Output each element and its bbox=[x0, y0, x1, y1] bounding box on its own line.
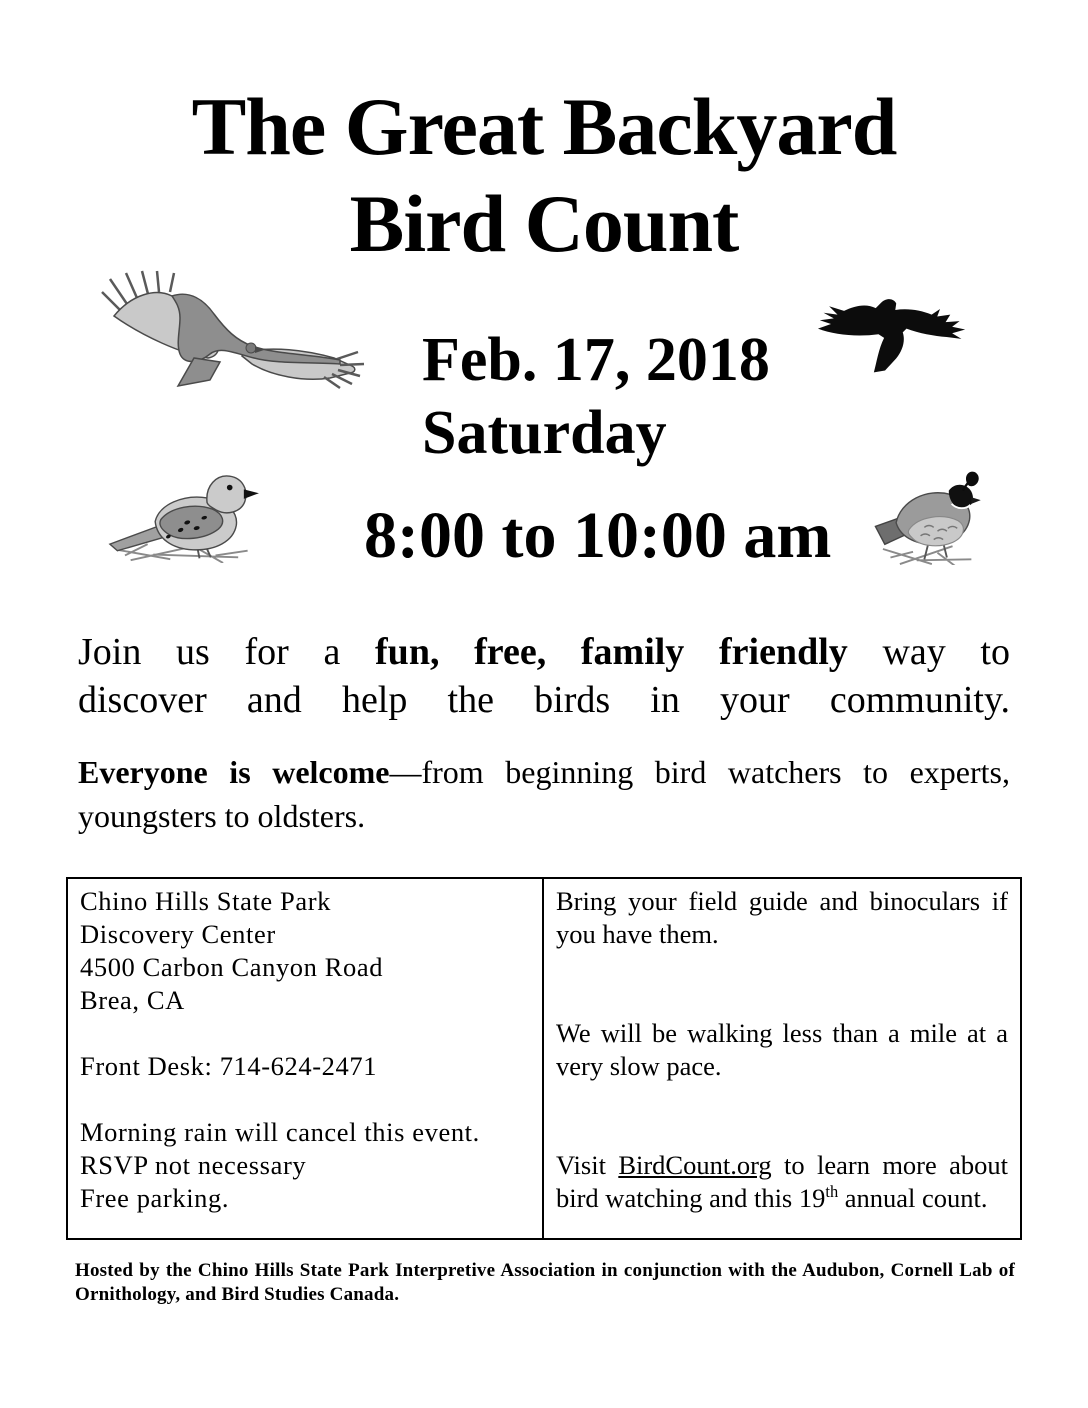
intro-line-2: discover and help the birds in your community. bbox=[78, 679, 1010, 721]
visit-pre: Visit bbox=[556, 1150, 619, 1180]
welcome-bold: Everyone is welcome bbox=[78, 754, 390, 790]
title-line-2: Bird Count bbox=[349, 178, 739, 269]
info-table-left-cell bbox=[68, 879, 544, 1238]
event-time: 8:00 to 10:00 am bbox=[364, 499, 832, 572]
note-line: Morning rain will cancel this event. bbox=[80, 1117, 480, 1147]
footer-line-1: Hosted by the Chino Hills State Park Interpretive Association in conjunction with the Audubon, Cornell Lab of bbox=[75, 1260, 1015, 1281]
location-line: Brea, CA bbox=[80, 985, 185, 1015]
blank-line bbox=[556, 1083, 1008, 1116]
blank-line bbox=[80, 1083, 530, 1116]
dove-icon bbox=[103, 463, 263, 563]
blank-line bbox=[556, 984, 1008, 1017]
location-line: 4500 Carbon Canyon Road bbox=[80, 952, 384, 982]
walking-line: very slow pace. bbox=[556, 1051, 722, 1081]
event-date-block bbox=[422, 324, 770, 470]
welcome-rest: —from beginning bird watchers to experts, youngsters to oldsters. bbox=[78, 754, 1011, 834]
bring-line: you have them. bbox=[556, 919, 719, 949]
hosted-by-footer bbox=[75, 1259, 1015, 1307]
note-line: RSVP not necessary bbox=[80, 1150, 307, 1180]
blank-line bbox=[556, 951, 1008, 984]
intro-line1-pre: Join us for a bbox=[78, 631, 376, 673]
info-table-right-cell bbox=[544, 879, 1020, 1238]
info-table bbox=[66, 877, 1022, 1240]
intro-line-1 bbox=[78, 628, 1010, 676]
visit-line bbox=[556, 1182, 1008, 1215]
footer-line-2: Ornithology, and Bird Studies Canada. bbox=[75, 1284, 400, 1305]
front-desk-phone: Front Desk: 714-624-2471 bbox=[80, 1051, 378, 1081]
intro-paragraph bbox=[78, 628, 1010, 724]
quail-icon bbox=[866, 470, 993, 565]
page-title bbox=[0, 78, 1088, 272]
vulture-icon bbox=[93, 266, 365, 394]
crow-icon bbox=[810, 296, 975, 378]
visit-line2-pre: bird watching and this 19 bbox=[556, 1183, 826, 1213]
birdcount-link[interactable]: BirdCount.org bbox=[618, 1150, 772, 1180]
welcome-paragraph bbox=[78, 750, 1010, 838]
blank-line bbox=[80, 1017, 530, 1050]
intro-line1-post: way to bbox=[847, 631, 1010, 673]
blank-line bbox=[556, 1116, 1008, 1149]
event-day: Saturday bbox=[422, 399, 667, 467]
visit-post: to learn more about bbox=[771, 1150, 1008, 1180]
walking-line: We will be walking less than a mile at a bbox=[556, 1018, 1008, 1048]
bring-line: Bring your field guide and binoculars if bbox=[556, 886, 1008, 916]
visit-line2-post: annual count. bbox=[838, 1183, 988, 1213]
note-line: Free parking. bbox=[80, 1183, 230, 1213]
location-line: Chino Hills State Park bbox=[80, 886, 331, 916]
visit-line bbox=[556, 1149, 1008, 1182]
intro-line1-bold: fun, free, family friendly bbox=[375, 631, 848, 673]
event-date: Feb. 17, 2018 bbox=[422, 326, 770, 394]
title-line-1: The Great Backyard bbox=[191, 81, 897, 172]
location-line: Discovery Center bbox=[80, 919, 276, 949]
ordinal-superscript: th bbox=[825, 1182, 839, 1202]
